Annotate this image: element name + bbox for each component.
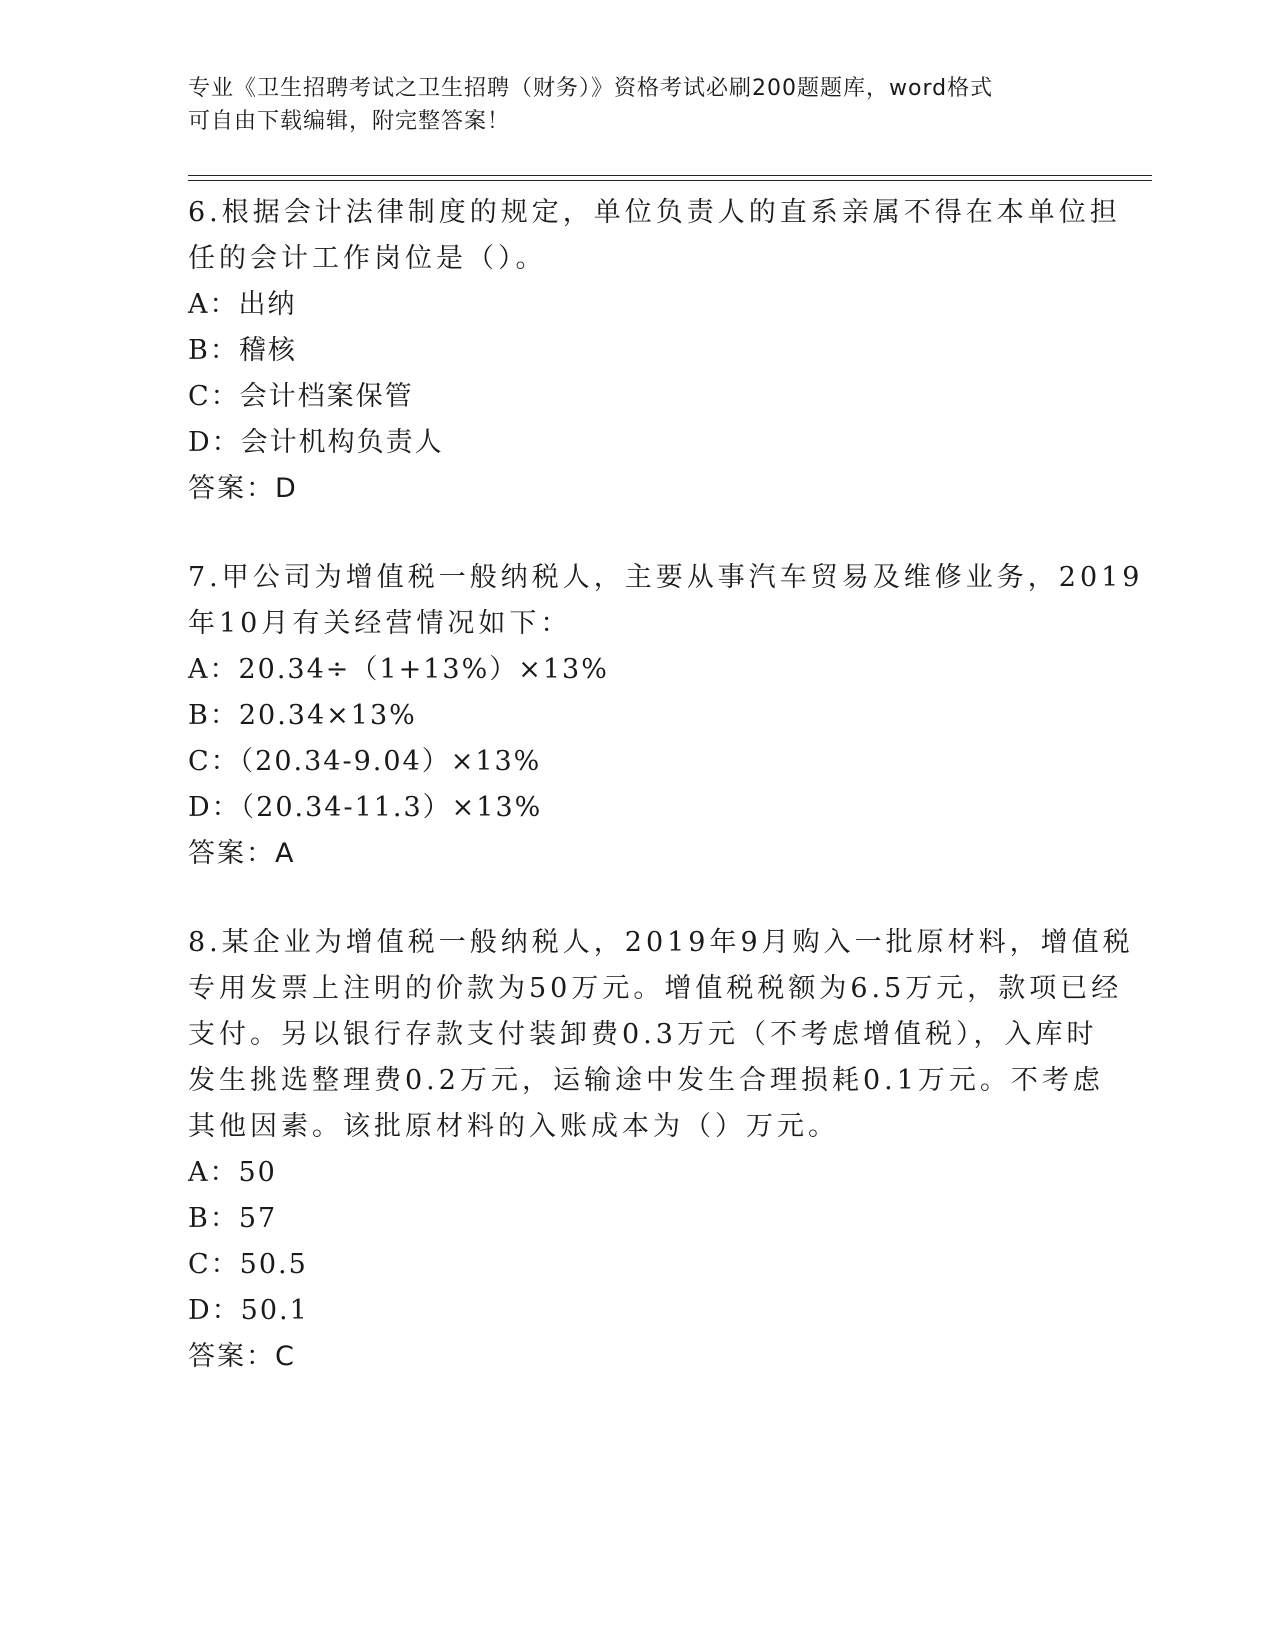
option-c: C：50.5 <box>188 1249 308 1280</box>
option-d: D：会计机构负责人 <box>188 427 444 458</box>
question-stem-line: 专用发票上注明的价款为50万元。增值税税额为6.5万元，款项已经 <box>188 973 1123 1004</box>
answer-label: 答案：A <box>188 838 296 869</box>
question-stem-line: 支付。另以银行存款支付装卸费0.3万元（不考虑增值税），入库时 <box>188 1019 1098 1050</box>
option-d: D：50.1 <box>188 1295 309 1326</box>
option-b: B：20.34×13% <box>188 700 417 731</box>
option-d: D：（20.34-11.3）×13% <box>188 792 543 823</box>
question-stem-line: 年10月有关经营情况如下： <box>188 608 572 639</box>
option-a: A：20.34÷（1+13%）×13% <box>188 654 609 685</box>
question-stem-line: 7.甲公司为增值税一般纳税人，主要从事汽车贸易及维修业务，2019 <box>188 562 1144 593</box>
option-c: C：（20.34-9.04）×13% <box>188 746 542 777</box>
question-stem-line: 6.根据会计法律制度的规定，单位负责人的直系亲属不得在本单位担 <box>188 197 1121 228</box>
question-stem-line: 任的会计工作岗位是（）。 <box>188 243 547 274</box>
question-8 <box>188 920 1134 1380</box>
option-b: B：57 <box>188 1203 278 1234</box>
question-7 <box>188 555 1144 877</box>
header-divider <box>188 175 1152 176</box>
question-6 <box>188 190 1121 512</box>
question-stem-line: 8.某企业为增值税一般纳税人，2019年9月购入一批原材料，增值税 <box>188 927 1134 958</box>
answer-label: 答案：C <box>188 1341 296 1372</box>
header-line: 可自由下载编辑，附完整答案！ <box>188 109 511 134</box>
question-stem-line: 其他因素。该批原材料的入账成本为（）万元。 <box>188 1111 839 1142</box>
header-divider <box>188 180 1152 181</box>
option-a: A：出纳 <box>188 289 297 320</box>
question-stem-line: 发生挑选整理费0.2万元，运输途中发生合理损耗0.1万元。不考虑 <box>188 1065 1104 1096</box>
option-b: B：稽核 <box>188 335 297 366</box>
answer-label: 答案：D <box>188 473 298 504</box>
option-c: C：会计档案保管 <box>188 381 414 412</box>
document-header <box>188 72 1088 138</box>
option-a: A：50 <box>188 1157 277 1188</box>
header-line: 专业《卫生招聘考试之卫生招聘（财务）》资格考试必刷200题题库，word格式 <box>188 76 994 101</box>
